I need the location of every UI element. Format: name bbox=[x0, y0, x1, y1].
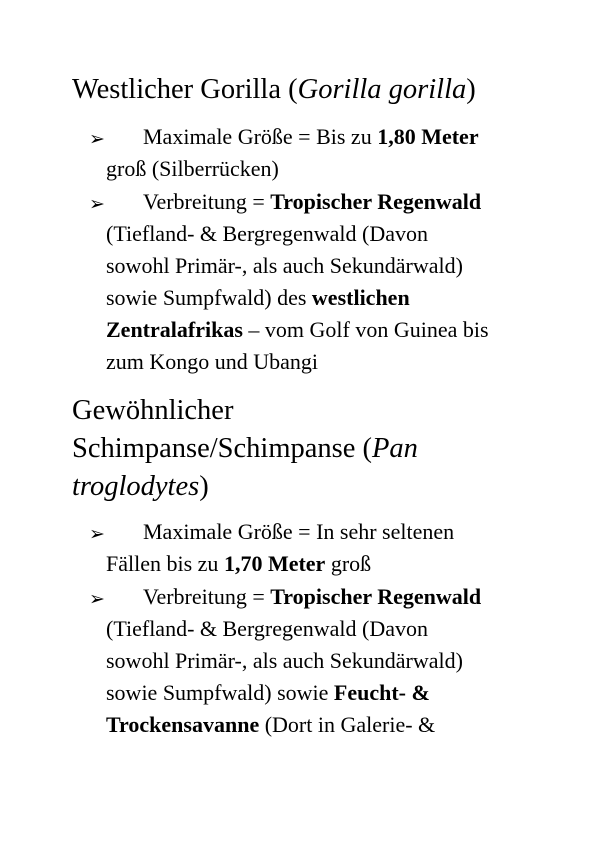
heading-scientific-name: Pan bbox=[372, 433, 418, 464]
bullet-arrow-icon: ➢ bbox=[89, 589, 105, 610]
bold-value: Tropischer Regenwald bbox=[270, 584, 482, 609]
heading-chimpanzee-line-3: troglodytes) bbox=[72, 471, 209, 502]
list-item-line: sowie Sumpfwald) sowie Feucht- & bbox=[106, 680, 430, 705]
heading-western-gorilla bbox=[72, 70, 476, 110]
heading-text: Westlicher Gorilla ( bbox=[72, 74, 298, 105]
list-item-line: groß (Silberrücken) bbox=[106, 156, 279, 181]
list-item-line: Verbreitung = Tropischer Regenwald bbox=[143, 584, 482, 609]
bold-value: westlichen bbox=[311, 285, 410, 310]
list-item-line: Fällen bis zu 1,70 Meter groß bbox=[106, 551, 372, 576]
list-item-line: Maximale Größe = Bis zu 1,80 Meter bbox=[143, 124, 479, 149]
heading-scientific-name: troglodytes bbox=[72, 471, 200, 502]
heading-text-end: ) bbox=[466, 74, 476, 105]
heading-chimpanzee-line-2: Schimpanse/Schimpanse (Pan bbox=[72, 433, 418, 464]
list-item-line: Verbreitung = Tropischer Regenwald bbox=[143, 189, 482, 214]
bold-value: 1,80 Meter bbox=[377, 124, 479, 149]
bullet-arrow-icon: ➢ bbox=[89, 524, 105, 545]
bold-value: Zentralafrikas bbox=[106, 317, 243, 342]
list-item-line: Zentralafrikas – vom Golf von Guinea bis bbox=[106, 317, 489, 342]
list-item-line: (Tiefland- & Bergregenwald (Davon bbox=[106, 221, 428, 246]
list-item-line: Maximale Größe = In sehr seltenen bbox=[143, 519, 455, 544]
bold-value: Trockensavanne bbox=[106, 712, 260, 737]
list-item-line: zum Kongo und Ubangi bbox=[106, 349, 319, 374]
bullet-arrow-icon: ➢ bbox=[89, 129, 105, 150]
bold-value: Feucht- & bbox=[333, 680, 430, 705]
heading-scientific-name: Gorilla gorilla bbox=[297, 74, 467, 105]
bold-value: Tropischer Regenwald bbox=[270, 189, 482, 214]
list-item-line: sowohl Primär-, als auch Sekundärwald) bbox=[106, 253, 463, 278]
list-item-line: (Tiefland- & Bergregenwald (Davon bbox=[106, 616, 428, 641]
list-item-line: Trockensavanne (Dort in Galerie- & bbox=[106, 712, 436, 737]
bullet-arrow-icon: ➢ bbox=[89, 194, 105, 215]
list-item-line: sowohl Primär-, als auch Sekundärwald) bbox=[106, 648, 463, 673]
heading-chimpanzee-line-1: Gewöhnlicher bbox=[72, 395, 234, 426]
bold-value: 1,70 Meter bbox=[223, 551, 326, 576]
list-item-line: sowie Sumpfwald) des westlichen bbox=[106, 285, 410, 310]
